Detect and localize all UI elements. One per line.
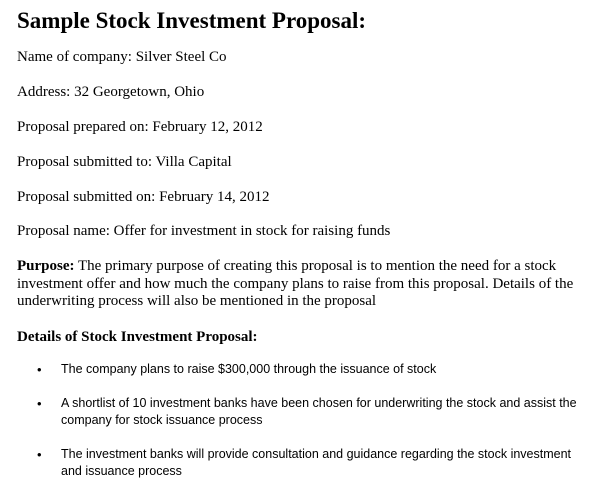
purpose-label: Purpose: <box>17 258 75 274</box>
submitted-on-line: Proposal submitted on: February 14, 2012 <box>17 189 270 205</box>
list-item-text: A shortlist of 10 investment banks have been chosen for underwriting the stock and assist the company for stock issuance process <box>61 396 577 427</box>
bullet-icon: • <box>37 447 42 462</box>
details-heading: Details of Stock Investment Proposal: <box>17 329 258 345</box>
prepared-on-line: Proposal prepared on: February 12, 2012 <box>17 119 263 135</box>
purpose-text: The primary purpose of creating this proposal is to mention the need for a stock investment offer and how much the company plans to raise from this proposal. Details of the underwriting process will also be mentioned in the proposal <box>17 258 574 309</box>
purpose-paragraph <box>17 258 585 311</box>
page-title: Sample Stock Investment Proposal: <box>17 8 367 33</box>
bullet-icon: • <box>37 396 42 411</box>
list-item-text: The company plans to raise $300,000 through the issuance of stock <box>61 362 437 376</box>
proposal-name-line: Proposal name: Offer for investment in stock for raising funds <box>17 223 391 239</box>
bullet-icon: • <box>37 362 42 377</box>
address-line: Address: 32 Georgetown, Ohio <box>17 84 205 100</box>
company-name-line: Name of company: Silver Steel Co <box>17 49 227 65</box>
submitted-to-line: Proposal submitted to: Villa Capital <box>17 154 232 170</box>
list-item-text: The investment banks will provide consultation and guidance regarding the stock investment and issuance process <box>61 447 572 478</box>
